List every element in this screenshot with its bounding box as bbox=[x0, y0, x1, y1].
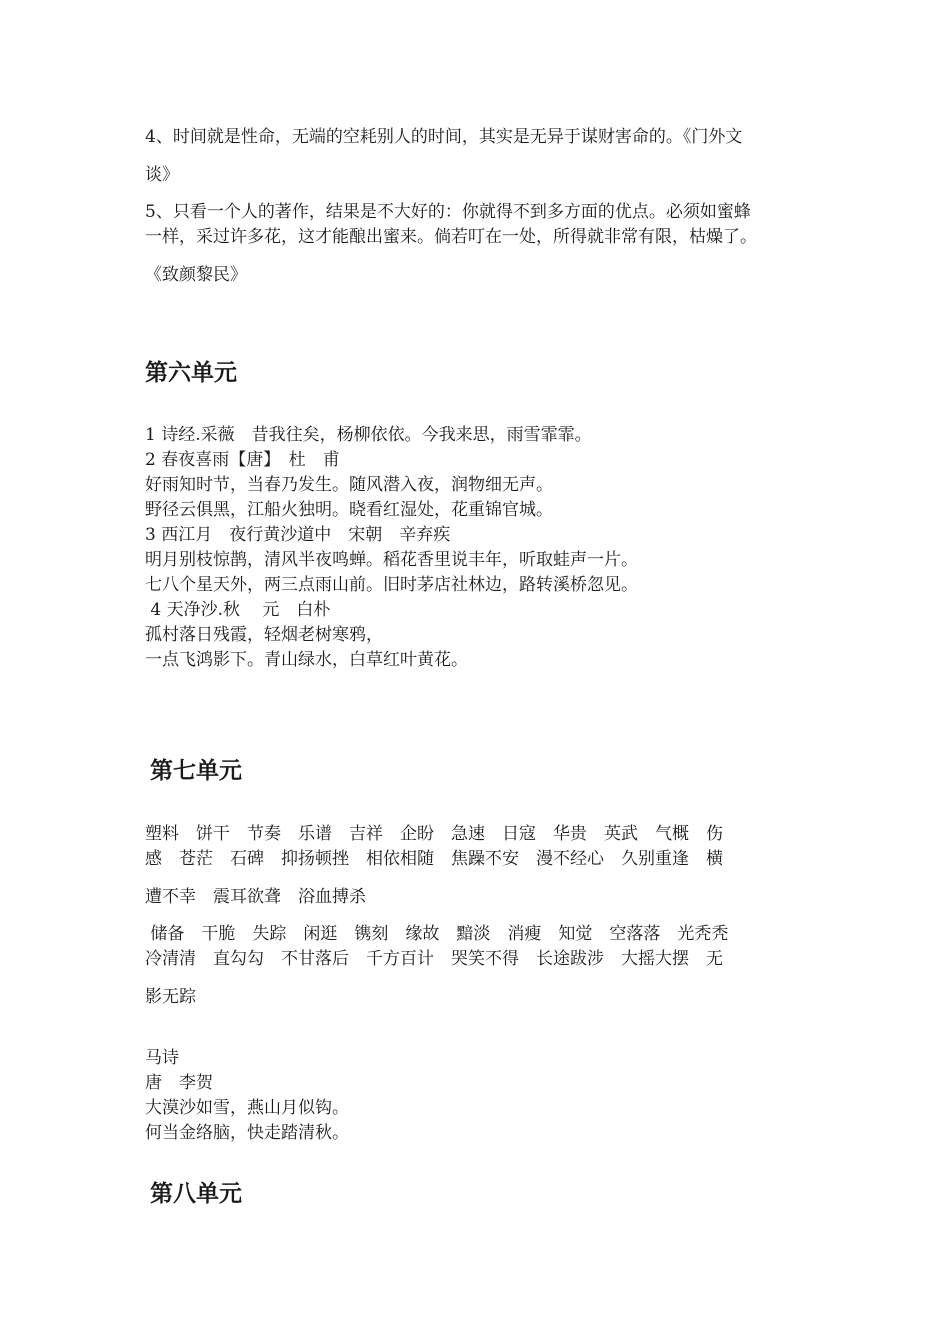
unit7-word-line: 感 苍茫 石碑 抑扬顿挫 相依相随 焦躁不安 漫不经心 久别重逢 横 bbox=[145, 849, 723, 869]
unit6-line: 孤村落日残霞，轻烟老树寒鸦， bbox=[145, 625, 383, 645]
unit6-line: 4 天净沙.秋 元 白朴 bbox=[145, 600, 331, 620]
unit7-word-line: 塑料 饼干 节奏 乐谱 吉祥 企盼 急速 日寇 华贵 英武 气概 伤 bbox=[145, 824, 723, 844]
quote-5-line-2: 一样，采过许多花，这才能酿出蜜来。倘若叮在一处，所得就非常有限，枯燥了。 bbox=[145, 227, 757, 247]
unit6-line: 七八个星天外，两三点雨山前。旧时茅店社林边，路转溪桥忽见。 bbox=[145, 575, 638, 595]
unit7-word-line: 冷清清 直勾勾 不甘落后 千方百计 哭笑不得 长途跋涉 大摇大摆 无 bbox=[145, 949, 723, 969]
poem-author: 唐 李贺 bbox=[145, 1073, 213, 1093]
unit6-line: 一点飞鸿影下。青山绿水，白草红叶黄花。 bbox=[145, 650, 468, 670]
unit6-line: 好雨知时节，当春乃发生。随风潜入夜，润物细无声。 bbox=[145, 475, 553, 495]
quote-5-line-1: 5、只看一个人的著作，结果是不大好的：你就得不到多方面的优点。必须如蜜蜂 bbox=[145, 202, 751, 222]
unit7-word-line: 储备 干脆 失踪 闲逛 镌刻 缘故 黯淡 消瘦 知觉 空落落 光秃秃 bbox=[145, 924, 729, 944]
quote-4-line-2: 谈》 bbox=[145, 165, 179, 185]
unit8-heading: 第八单元 bbox=[150, 1181, 242, 1207]
unit6-line: 1 诗经.采薇 昔我往矣，杨柳依依。今我来思，雨雪霏霏。 bbox=[145, 425, 592, 445]
unit6-line: 2 春夜喜雨【唐】 杜 甫 bbox=[145, 450, 340, 470]
unit7-word-line: 影无踪 bbox=[145, 987, 196, 1007]
unit6-line: 明月别枝惊鹊，清风半夜鸣蝉。稻花香里说丰年，听取蛙声一片。 bbox=[145, 550, 638, 570]
poem-line: 大漠沙如雪，燕山月似钩。 bbox=[145, 1098, 349, 1118]
poem-line: 何当金络脑，快走踏清秋。 bbox=[145, 1123, 349, 1143]
unit7-word-line: 遭不幸 震耳欲聋 浴血搏杀 bbox=[145, 887, 366, 907]
unit6-line: 3 西江月 夜行黄沙道中 宋朝 辛弃疾 bbox=[145, 525, 451, 545]
quote-5-line-3: 《致颜黎民》 bbox=[145, 265, 247, 285]
unit7-heading: 第七单元 bbox=[150, 758, 242, 784]
unit6-line: 野径云俱黑，江船火独明。晓看红湿处，花重锦官城。 bbox=[145, 500, 553, 520]
poem-title: 马诗 bbox=[145, 1048, 179, 1068]
unit6-heading: 第六单元 bbox=[145, 360, 237, 386]
quote-4-line-1: 4、时间就是性命，无端的空耗别人的时间，其实是无异于谋财害命的。《门外文 bbox=[145, 127, 743, 147]
